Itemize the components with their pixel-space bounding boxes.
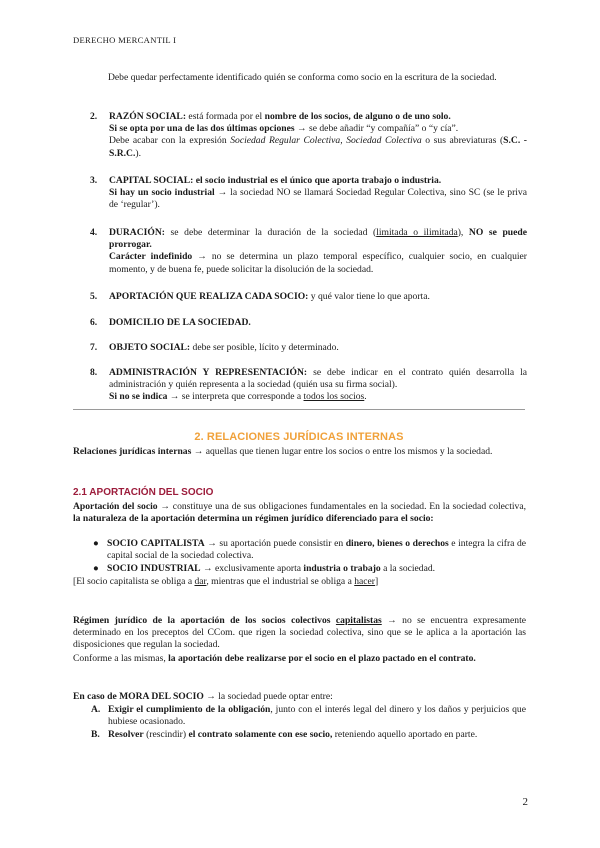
lettered-item-a: A. Exigir el cumplimiento de la obligación, junto con el interés legal del dinero y los daños y perjuicios que hubiese ocasionado. [91,704,526,728]
item-body: CAPITAL SOCIAL: el socio industrial es el único que aporta trabajo o industria. Si hay un socio industrial → la sociedad NO se llamará Sociedad Regular Colectiva, sino SC (se le priva de ‘regular’). [109,175,527,211]
item-body [109,317,527,329]
paragraph-conforme: Conforme a las mismas, la aportación debe realizarse por el socio en el plazo pactado en el contrato. [73,653,476,664]
list-item-capital-social [90,175,527,212]
item-letter: B. [91,729,100,740]
item-number: 8. [90,367,98,378]
paragraph-relaciones: Relaciones jurídicas internas → aquellas que tienen lugar entre los socios o entre los mismos y la sociedad. [73,446,493,457]
item-term: APORTACIÓN QUE REALIZA CADA SOCIO: [109,291,309,302]
item-body: APORTACIÓN QUE REALIZA CADA SOCIO: y qué valor tiene lo que aporta. [109,291,430,302]
item-number: 4. [90,227,98,238]
item-term: ADMINISTRACIÓN Y REPRESENTACIÓN: [109,367,308,378]
intro-paragraph: Debe quedar perfectamente identificado quién se conforma como socio en la escritura de la sociedad. [108,72,497,83]
item-body: ADMINISTRACIÓN Y REPRESENTACIÓN: se debe indicar en el contrato quién desarrolla la administración y quién representa a la sociedad (quién usa su firma social). Si no se indica → se interpreta que corresponde a todos los socios. [109,367,527,403]
item-number: 5. [90,291,98,302]
list-item-domicilio [90,317,527,329]
item-term: DOMICILIO DE LA SOCIEDAD. [109,317,251,328]
paragraph-regimen: Régimen jurídico de la aportación de los socios colectivos capitalistas → no se encuentra expresamente determinado en los preceptos del CCom. que rigen la sociedad colectiva, sino que se le aplica a la aportación las disposiciones que regulan la sociedad. [73,615,526,651]
item-body: OBJETO SOCIAL: debe ser posible, lícito y determinado. [109,342,339,353]
section-heading: 2. RELACIONES JURÍDICAS INTERNAS [194,431,404,443]
section-divider [73,409,525,410]
item-term: CAPITAL SOCIAL: el socio industrial es el único que aporta trabajo o industria. [109,175,442,186]
page-number: 2 [522,796,528,808]
list-item-objeto-social [90,342,527,354]
item-term: DURACIÓN: [109,227,165,238]
bullet-icon: ● [93,538,99,549]
running-header: DERECHO MERCANTIL I [73,35,177,45]
item-number: 6. [90,317,98,328]
lettered-item-b: B. Resolver (rescindir) el contrato solamente con ese socio, reteniendo aquello aportado en parte. [91,729,478,740]
item-number: 3. [90,175,98,186]
bullet-icon: ● [93,563,99,574]
subsection-heading: 2.1 APORTACIÓN DEL SOCIO [73,487,214,498]
item-term: RAZÓN SOCIAL: [109,111,187,122]
bracket-note: [El socio capitalista se obliga a dar, mientras que el industrial se obliga a hacer] [73,576,379,587]
list-item-duracion [90,227,527,276]
paragraph-mora: En caso de MORA DEL SOCIO → la sociedad puede optar entre: [73,691,333,702]
item-number: 7. [90,342,98,353]
item-body: RAZÓN SOCIAL: está formada por el nombre de los socios, de alguno o de uno solo. Si se opta por una de las dos últimas opciones → se debe añadir “y compañía” o “y cía”. Debe acabar con la expresión Sociedad Regular Colectiva, Sociedad Colectiva o sus abreviaturas (S.C. - S.R.C.). [109,111,528,159]
bullet-item-industrial: ● SOCIO INDUSTRIAL → exclusivamente aporta industria o trabajo a la sociedad. [93,563,436,574]
item-number: 2. [90,111,98,122]
list-item-administracion [90,367,527,404]
item-term: OBJETO SOCIAL: [109,342,191,353]
item-body: DURACIÓN: se debe determinar la duración de la sociedad (limitada o ilimitada), NO se puede prorrogar. Carácter indefinido → no se determina un plazo temporal específico, cualquier socio, en cualquier momento, y de buena fe, puede solicitar la disolución de la sociedad. [109,227,527,275]
list-item-aportacion [90,291,527,303]
list-item-razon-social [90,111,527,160]
bullet-item-capitalista: ● SOCIO CAPITALISTA → su aportación puede consistir en dinero, bienes o derechos e integra la cifra de capital social de la sociedad colectiva. [93,538,527,562]
paragraph-aportacion: Aportación del socio → constituye una de sus obligaciones fundamentales en la sociedad. En la sociedad colectiva, la naturaleza de la aportación determina un régimen jurídico diferenciado para el socio: [73,501,526,525]
item-letter: A. [91,704,101,715]
